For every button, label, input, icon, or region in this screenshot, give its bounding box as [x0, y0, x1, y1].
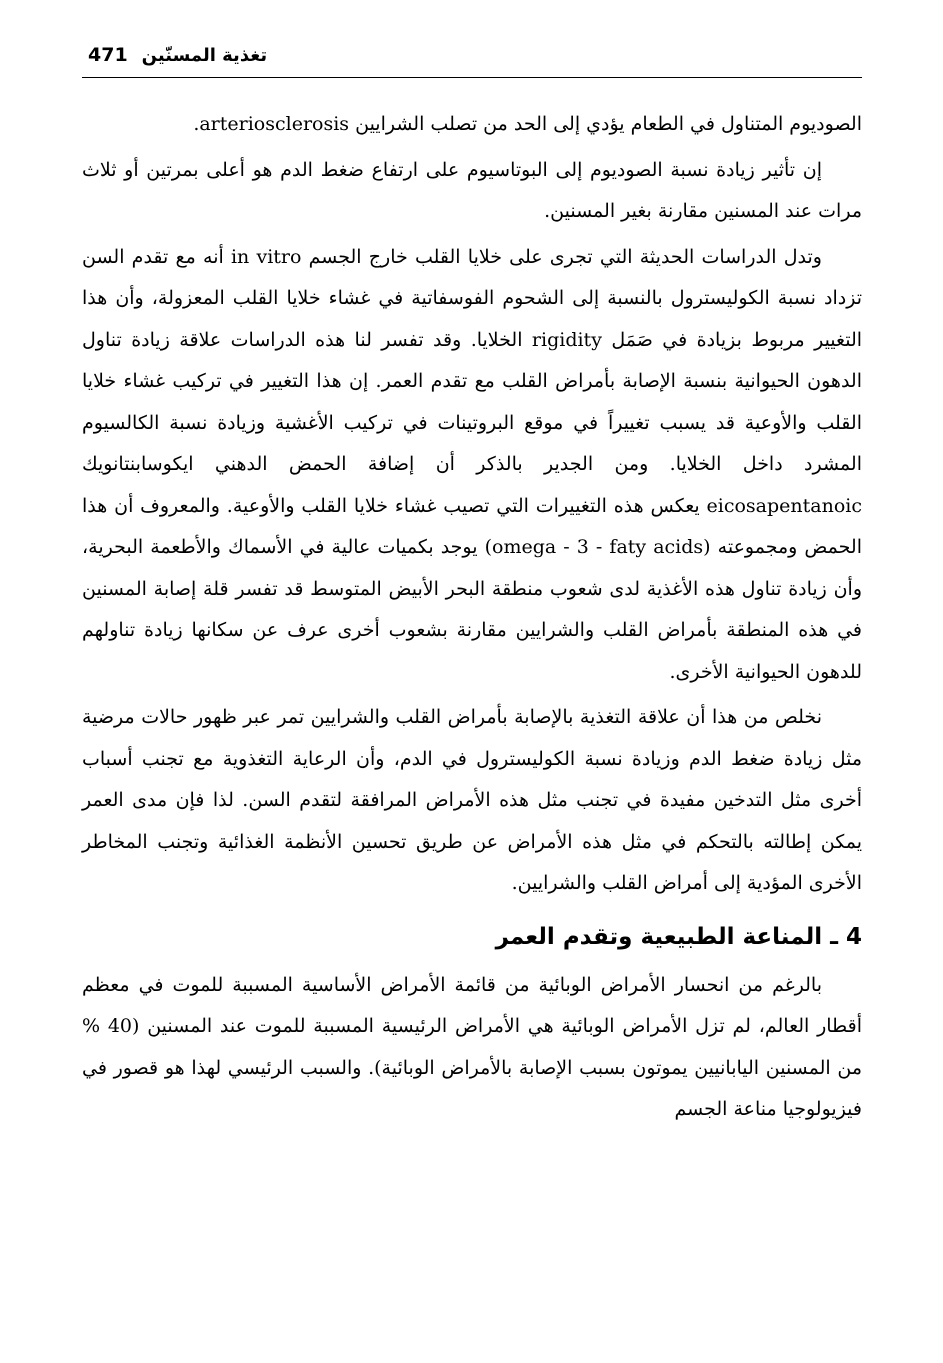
running-header [82, 40, 862, 71]
paragraph-sodium-continuation: الصوديوم المتناول في الطعام يؤدي إلى الحد من تصلب الشرايين arteriosclerosis. [193, 113, 862, 135]
book-page [82, 40, 862, 1131]
latin-term-arteriosclerosis: arteriosclerosis [199, 113, 350, 135]
page-number: 471 [88, 44, 128, 66]
header-rule [82, 77, 862, 78]
body-text [82, 104, 862, 1131]
latin-term-omega-3: (omega - 3 - faty acids) [484, 536, 711, 558]
latin-term-rigidity: rigidity [531, 328, 602, 351]
latin-term-eicosapentanoic: eicosapentanoic [706, 494, 862, 517]
paragraph-conclusion: نخلص من هذا أن علاقة التغذية بالإصابة بأمراض القلب والشرايين تمر عبر ظهور حالات مرضية مثل زيادة ضغط الدم وزيادة نسبة الكوليسترول في الدم، وأن الرعاية التغذوية مع تجنب أسباب أخرى مثل التدخين مفيدة في تجنب مثل هذه الأمراض المرافقة لتقدم السن. لذا فإن مدى العمر يمكن إطالته بالتحكم في مثل هذه الأمراض عن طريق تحسين الأنظمة الغذائية وتجنب المخاطر الأخرى المؤدية إلى أمراض القلب والشرايين. [82, 706, 862, 894]
running-header-title: تغذية المسنّين [141, 45, 268, 66]
paragraph-cell-studies: وتدل الدراسات الحديثة التي تجرى على خلايا القلب خارج الجسم in vitro أنه مع تقدم السن تزداد نسبة الكوليسترول بالنسبة إلى الشحوم الفوسفاتية في غشاء خلايا القلب المعزولة، وأن هذا التغيير مربوط بزيادة في صَمَل rigidity الخلايا. وقد تفسر لنا هذه الدراسات علاقة زيادة تناول الدهون الحيوانية بنسبة الإصابة بأمراض القلب مع تقدم العمر. إن هذا التغيير في تركيب غشاء خلايا القلب والأوعية قد يسبب تغييراً في موقع البروتينات في تركيب الأغشية وزيادة نسبة الكالسيوم المشرد داخل الخلايا. ومن الجدير بالذكر أن إضافة الحمض الدهني ايكوسابنتانويك eicosapentanoic يعكس هذه التغييرات التي تصيب غشاء خلايا القلب والأوعية. والمعروف أن هذا الحمض ومجموعته (omega - 3 - faty acids) يوجد بكميات عالية في الأسماك والأطعمة البحرية، وأن زيادة تناول هذه الأغذية لدى شعوب منطقة البحر الأبيض المتوسط قد تفسر قلة إصابة المسنين في هذه المنطقة بأمراض القلب والشرايين مقارنة بشعوب أخرى عرف عن سكانها زيادة تناولهم للدهون الحيوانية الأخرى. [82, 245, 863, 683]
section-heading: 4 ـ المناعة الطبيعية وتقدم العمر [495, 923, 862, 950]
paragraph-sodium-potassium: إن تأثير زيادة نسبة الصوديوم إلى البوتاسيوم على ارتفاع ضغط الدم هو أعلى بمرتين أو ثلاث مرات عند المسنين مقارنة بغير المسنين. [82, 158, 862, 222]
latin-term-in-vitro: in vitro [230, 245, 302, 268]
paragraph-immunity: بالرغم من انحسار الأمراض الوبائية من قائمة الأمراض الأساسية المسببة للموت في معظم أقطار العالم، لم تزل الأمراض الوبائية هي الأمراض الرئيسية المسببة للموت عند المسنين (40 % من المسنين اليابانيين يموتون بسبب الإصابة بالأمراض الوبائية). والسبب الرئيسي لهذا هو قصور في فيزيولوجيا مناعة الجسم [82, 973, 863, 1120]
